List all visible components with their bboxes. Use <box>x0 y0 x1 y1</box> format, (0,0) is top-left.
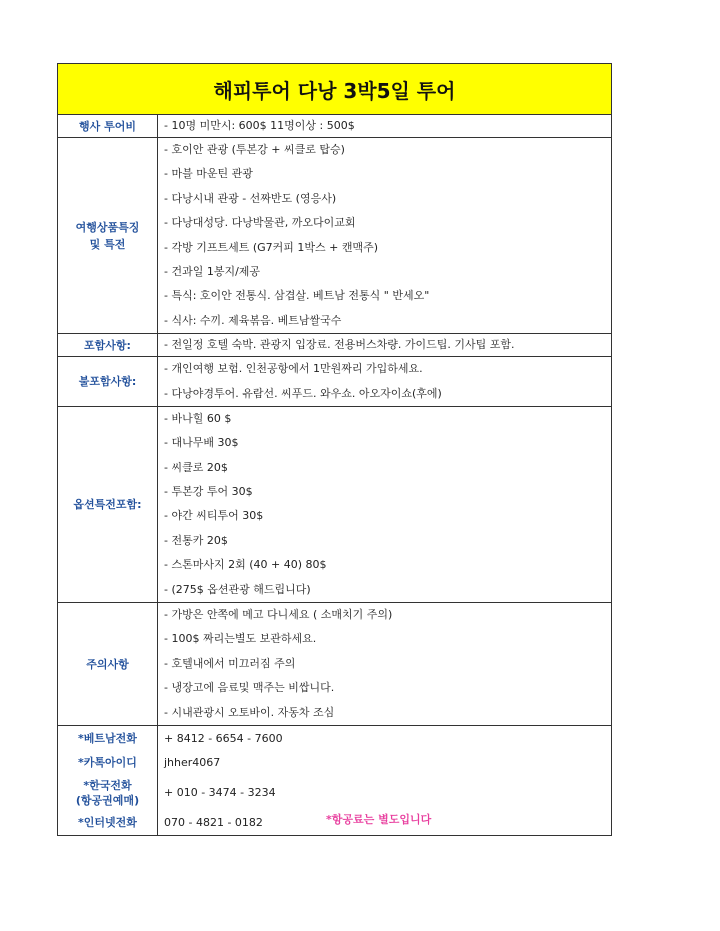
content-excluded <box>158 357 611 406</box>
label-tour-fee: 행사 투어비 <box>58 115 158 137</box>
label-features-line2: 및 특전 <box>89 237 126 251</box>
row-contacts <box>58 726 611 835</box>
list-item: - 투본강 투어 30$ <box>164 485 253 499</box>
label-options: 옵션특전포함: <box>58 407 158 602</box>
row-cautions <box>58 603 611 726</box>
list-item: - 식사: 수끼. 제육볶음. 베트남쌀국수 <box>164 313 342 327</box>
label-excluded: 불포함사항: <box>58 357 158 406</box>
list-item: - 다낭대성당. 다낭박물관, 까오다이교회 <box>164 216 356 230</box>
label-korea-phone <box>58 775 157 811</box>
label-kakao-id: *카톡아이디 <box>78 756 137 770</box>
contact-labels <box>58 726 158 835</box>
list-item: - 야간 씨티투어 30$ <box>164 509 264 523</box>
list-item: - 10명 미만시: 600$ 11명이상 : 500$ <box>164 119 355 132</box>
content-tour-fee <box>158 115 611 137</box>
content-options <box>158 407 611 602</box>
list-item: - 각방 기프트세트 (G7커피 1박스 + 캔맥주) <box>164 240 379 254</box>
kakao-id-value: jhher4067 <box>164 756 221 770</box>
list-item: - 가방은 안쪽에 메고 다니세요 ( 소매치기 주의) <box>164 608 393 622</box>
list-item: - 냉장고에 음료및 맥주는 비쌉니다. <box>164 681 335 695</box>
contact-values <box>158 726 611 835</box>
list-item: - 다낭시내 관광 - 선짜반도 (영응사) <box>164 191 337 205</box>
list-item: - 전통카 20$ <box>164 533 228 547</box>
page-title: 해피투어 다낭 3박5일 투어 <box>58 64 611 115</box>
list-item: - 개인여행 보험. 인천공항에서 1만원짜리 가입하세요. <box>164 362 423 376</box>
row-included <box>58 334 611 357</box>
list-item: - 100$ 짜리는별도 보관하세요. <box>164 632 317 646</box>
label-vietnam-phone: *베트남전화 <box>78 731 137 745</box>
vietnam-phone-value: + 8412 - 6654 - 7600 <box>164 731 283 745</box>
list-item: - 건과일 1봉지/제공 <box>164 264 261 278</box>
airfare-note: *항공료는 별도입니다 <box>326 813 432 827</box>
list-item: - (275$ 옵션관광 해드립니다) <box>164 582 311 596</box>
list-item: - 씨클로 20$ <box>164 460 228 474</box>
internet-phone-value: 070 - 4821 - 0182 <box>164 816 263 830</box>
label-internet-phone: *인터넷전화 <box>78 816 137 830</box>
list-item: - 전일정 호텔 숙박. 관광지 입장료. 전용버스차량. 가이드팁. 기사팁 포함. <box>164 338 515 352</box>
tour-info-table <box>57 63 612 836</box>
content-included <box>158 334 611 356</box>
content-features <box>158 138 611 333</box>
list-item: - 대나무배 30$ <box>164 436 239 450</box>
list-item: - 스톤마사지 2회 (40 + 40) 80$ <box>164 558 327 572</box>
list-item: - 호텔내에서 미끄러짐 주의 <box>164 656 296 670</box>
label-features-line1: 여행상품특징 <box>75 220 140 234</box>
row-excluded <box>58 357 611 407</box>
label-cautions: 주의사항 <box>58 603 158 725</box>
label-included: 포함사항: <box>58 334 158 356</box>
row-options <box>58 407 611 603</box>
korea-phone-value: + 010 - 3474 - 3234 <box>164 786 276 800</box>
label-korea-phone-line1: *한국전화 <box>83 778 132 792</box>
list-item: - 다낭야경투어. 유람선. 씨푸드. 와우쇼. 아오자이쇼(후에) <box>164 386 442 400</box>
list-item: - 호이안 관광 (투본강 + 씨클로 탑승) <box>164 143 345 156</box>
list-item: - 마블 마운틴 관광 <box>164 167 253 181</box>
list-item: - 바나힐 60 $ <box>164 411 232 425</box>
label-features <box>58 138 158 333</box>
row-features <box>58 138 611 334</box>
content-cautions <box>158 603 611 725</box>
row-tour-fee <box>58 115 611 138</box>
label-korea-phone-line2: (항공권예매) <box>75 793 140 807</box>
list-item: - 시내관광시 오토바이. 자동차 조심 <box>164 705 335 719</box>
list-item: - 특식: 호이안 전통식. 삼겹살. 베트남 전통식 " 반세오" <box>164 289 430 303</box>
